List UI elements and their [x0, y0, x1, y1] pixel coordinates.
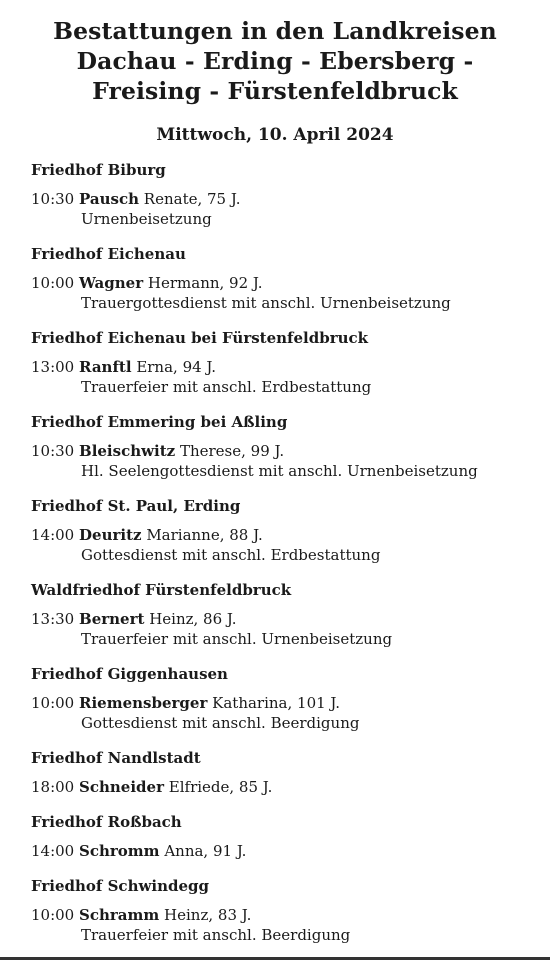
entry-line — [31, 441, 478, 461]
cemetery-block — [31, 812, 246, 861]
cemetery-name: Friedhof St. Paul, Erding — [31, 497, 241, 515]
ceremony-type: Hl. Seelengottesdienst mit anschl. Urnenbeisetzung — [81, 462, 478, 480]
cemetery-block — [31, 244, 451, 313]
burial-time: 13:30 — [31, 610, 75, 628]
deceased-surname: Wagner — [79, 274, 144, 292]
entry-line — [31, 609, 392, 629]
burial-entry — [31, 525, 380, 565]
cemetery-block — [31, 328, 371, 397]
burial-entry — [31, 905, 350, 945]
deceased-surname: Bernert — [79, 610, 145, 628]
deceased-surname: Ranftl — [79, 358, 132, 376]
deceased-surname: Schromm — [79, 842, 160, 860]
ceremony-type: Trauerfeier mit anschl. Urnenbeisetzung — [81, 630, 393, 648]
ceremony-type: Gottesdienst mit anschl. Erdbestattung — [81, 546, 381, 564]
deceased-given-name-age: Heinz, 83 J. — [164, 906, 252, 924]
deceased-given-name-age: Anna, 91 J. — [164, 842, 247, 860]
page-date: Mittwoch, 10. April 2024 — [156, 125, 394, 145]
deceased-given-name-age: Marianne, 88 J. — [146, 526, 263, 544]
entry-line — [31, 525, 380, 545]
deceased-given-name-age: Elfriede, 85 J. — [168, 778, 273, 796]
deceased-given-name-age: Therese, 99 J. — [179, 442, 285, 460]
burial-time: 14:00 — [31, 842, 75, 860]
title-line: Freising - Fürstenfeldbruck — [92, 77, 458, 105]
entry-line — [31, 693, 359, 713]
burial-entry — [31, 441, 478, 481]
burial-time: 18:00 — [31, 778, 75, 796]
cemetery-name: Friedhof Biburg — [31, 161, 166, 179]
cemetery-block — [31, 496, 380, 565]
burial-entry — [31, 189, 240, 229]
entry-line — [31, 189, 240, 209]
deceased-given-name-age: Erna, 94 J. — [136, 358, 217, 376]
cemetery-name: Friedhof Schwindegg — [31, 877, 210, 895]
entry-line — [31, 273, 451, 293]
title-line: Bestattungen in den Landkreisen — [53, 17, 497, 45]
bottom-divider — [0, 957, 550, 960]
cemetery-name: Friedhof Giggenhausen — [31, 665, 228, 683]
deceased-given-name-age: Renate, 75 J. — [143, 190, 241, 208]
deceased-surname: Deuritz — [79, 526, 142, 544]
burial-entry — [31, 777, 272, 797]
ceremony-type: Trauerfeier mit anschl. Erdbestattung — [81, 378, 372, 396]
entry-line — [31, 905, 350, 925]
deceased-surname: Schramm — [79, 906, 160, 924]
entry-line — [31, 777, 272, 797]
entry-line — [31, 357, 371, 377]
burial-entry — [31, 357, 371, 397]
cemetery-name: Friedhof Emmering bei Aßling — [31, 413, 288, 431]
cemetery-block — [31, 412, 478, 481]
cemetery-block — [31, 160, 240, 229]
deceased-given-name-age: Hermann, 92 J. — [147, 274, 263, 292]
burial-time: 14:00 — [31, 526, 75, 544]
entry-line — [31, 841, 246, 861]
page-title — [0, 16, 550, 106]
deceased-surname: Pausch — [79, 190, 140, 208]
burial-time: 10:00 — [31, 274, 75, 292]
burial-time: 10:30 — [31, 190, 75, 208]
cemetery-name: Friedhof Eichenau bei Fürstenfeldbruck — [31, 329, 369, 347]
deceased-surname: Bleischwitz — [79, 442, 176, 460]
burial-time: 13:00 — [31, 358, 75, 376]
burial-entry — [31, 609, 392, 649]
cemetery-name: Waldfriedhof Fürstenfeldbruck — [31, 581, 292, 599]
burial-time: 10:00 — [31, 906, 75, 924]
cemetery-block — [31, 748, 272, 797]
ceremony-type: Trauergottesdienst mit anschl. Urnenbeisetzung — [81, 294, 451, 312]
burial-entry — [31, 693, 359, 733]
cemetery-name: Friedhof Roßbach — [31, 813, 182, 831]
cemetery-name: Friedhof Nandlstadt — [31, 749, 201, 767]
ceremony-type: Trauerfeier mit anschl. Beerdigung — [81, 926, 351, 944]
deceased-surname: Schneider — [79, 778, 164, 796]
burial-entry — [31, 273, 451, 313]
burial-time: 10:30 — [31, 442, 75, 460]
cemetery-block — [31, 580, 392, 649]
ceremony-type: Urnenbeisetzung — [81, 210, 212, 228]
title-line: Dachau - Erding - Ebersberg - — [76, 47, 474, 75]
deceased-given-name-age: Heinz, 86 J. — [149, 610, 237, 628]
burial-entry — [31, 841, 246, 861]
deceased-surname: Riemensberger — [79, 694, 208, 712]
deceased-given-name-age: Katharina, 101 J. — [212, 694, 341, 712]
burial-time: 10:00 — [31, 694, 75, 712]
cemetery-block — [31, 664, 359, 733]
ceremony-type: Gottesdienst mit anschl. Beerdigung — [81, 714, 360, 732]
cemetery-block — [31, 876, 350, 945]
cemetery-name: Friedhof Eichenau — [31, 245, 186, 263]
